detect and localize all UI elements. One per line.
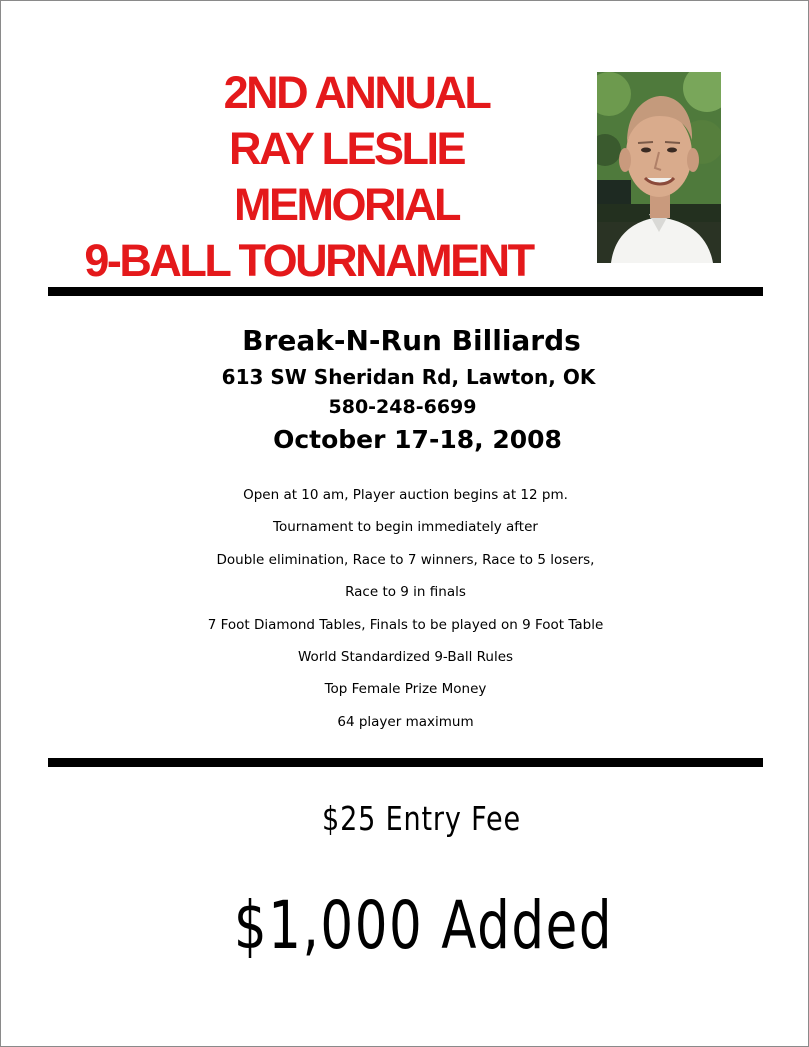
venue-phone: 580-248-6699: [328, 396, 477, 418]
detail-line: Double elimination, Race to 7 winners, Race to 5 losers,: [216, 551, 595, 568]
title-line-3: MEMORIAL: [234, 179, 459, 230]
title-line-1: 2ND ANNUAL: [223, 67, 490, 118]
detail-line: Top Female Prize Money: [324, 681, 487, 698]
tournament-details: [1, 485, 809, 744]
bottom-divider: [48, 758, 763, 767]
detail-line: World Standardized 9-Ball Rules: [297, 648, 514, 665]
title-line-2: RAY LESLIE: [228, 123, 465, 174]
memorial-portrait-photo: [597, 72, 721, 263]
added-money: $1,000 Added: [233, 887, 614, 964]
entry-fee: $25 Entry Fee: [322, 799, 521, 838]
title-line-4: 9-BALL TOURNAMENT: [84, 235, 533, 286]
detail-line: Race to 9 in finals: [345, 584, 466, 601]
venue-address: 613 SW Sheridan Rd, Lawton, OK: [221, 365, 596, 389]
detail-line: Open at 10 am, Player auction begins at 12 pm.: [243, 487, 568, 503]
venue-name: Break-N-Run Billiards: [242, 324, 581, 357]
detail-line: Tournament to begin immediately after: [273, 519, 538, 536]
tournament-title: [41, 65, 576, 289]
detail-line: 64 player maximum: [337, 713, 474, 730]
event-dates: October 17-18, 2008: [273, 425, 562, 454]
top-divider: [48, 287, 763, 296]
detail-line: 7 Foot Diamond Tables, Finals to be played on 9 Foot Table: [207, 616, 604, 633]
